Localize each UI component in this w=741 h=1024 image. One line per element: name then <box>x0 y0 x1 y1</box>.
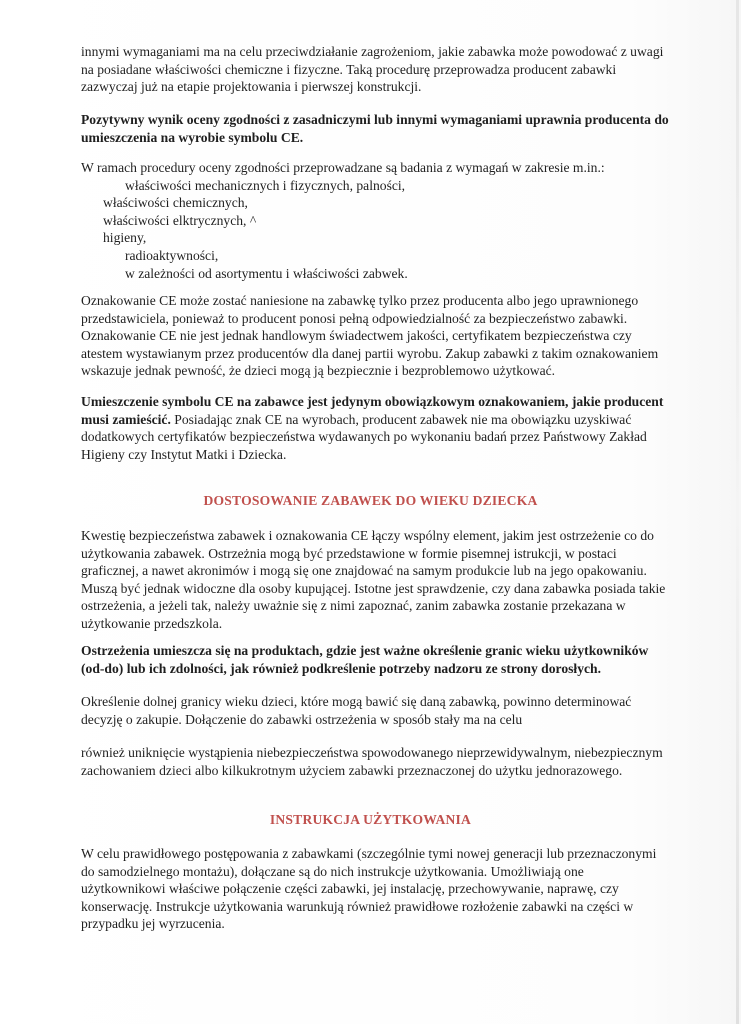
paragraph-danger-avoidance <box>81 744 681 779</box>
text-line: innymi wymaganiami ma na celu przeciwdziałanie zagrożeniom, jakie zabawka może powodować z uwagi <box>81 44 664 59</box>
text-line: zachowaniem dzieci albo kilkukrotnym użyciem zabawki przeznaczonej do użytku jednorazowego. <box>81 762 623 778</box>
list-item: właściwości mechanicznych i fizycznych, palności, <box>125 177 406 193</box>
paragraph-warnings <box>81 527 681 633</box>
text-line: użytkowanie przedszkola. <box>81 615 223 631</box>
paragraph-ce-conformity <box>81 111 681 146</box>
text-line: Umieszczenie symbolu CE na zabawce jest jedynym obowiązkowym oznakowaniem, jakie producent <box>81 394 664 409</box>
text-line: do samodzielnego montażu), dołączane są do nich instrukcje użytkowania. Umożliwiają one <box>81 863 584 879</box>
text-line: Higieny czy Instytut Matki i Dziecka. <box>81 446 287 462</box>
paragraph-ce-obligatory <box>81 393 681 463</box>
text-line: W celu prawidłowego postępowania z zabawkami (szczególnie tymi nowej generacji lub przeznaczonymi <box>81 846 657 861</box>
paragraph-warnings-placement <box>81 642 681 677</box>
text-line: decyzję o zakupie. Dołączenie do zabawki ostrzeżenia w sposób stały ma na celu <box>81 711 523 727</box>
text-line <box>81 411 681 429</box>
section-heading-instructions: INSTRUKCJA UŻYTKOWANIA <box>269 812 472 827</box>
text-line: przedstawiciela, ponieważ to producent ponosi pełną odpowiedzialność za bezpieczeństwo zabawki. <box>81 310 628 326</box>
text-line: również uniknięcie wystąpienia niebezpieczeństwa spowodowanego nieprzewidywalnym, niebezpiecznym <box>81 745 663 760</box>
text-line: wskazuje jednak pewność, że dzieci mogą ją bezpiecznie i bezproblemowo użytkować. <box>81 363 556 379</box>
list-item: właściwości chemicznych, <box>103 195 248 211</box>
text-line: Pozytywny wynik oceny zgodności z zasadniczymi lub innymi wymaganiami uprawnia producenta do <box>81 112 669 127</box>
text-line: użytkowania zabawek. Ostrzeżnia mogą być przedstawione w formie pisemnej istrukcji, w postaci <box>81 545 617 561</box>
text-line: Oznakowanie CE może zostać naniesione na zabawkę tylko przez producenta albo jego uprawnionego <box>81 293 639 308</box>
text-line: zazwyczaj już na etapie projektowania i pierwszej konstrukcji. <box>81 79 422 95</box>
text-line: atestem wystawianym przez producentów dla danej partii wyrobu. Zakup zabawki z takim oznakowaniem <box>81 345 659 361</box>
text-line: Oznakowanie CE nie jest jednak handlowym świadectwem jakości, certyfikatem bezpieczeństwa czy <box>81 328 632 344</box>
text-line: Muszą być jednak widoczne dla osoby kupującej. Istotne jest sprawdzenie, czy dana zabawka posiada takie <box>81 580 666 596</box>
text-line: graficznej, a nawet akronimów i mogą się one znajdować na samym produkcie lub na jego opakowaniu. <box>81 563 647 579</box>
paragraph-ce-marking <box>81 292 681 380</box>
text-line: użytkownikowi właściwe połączenie części zabawki, jej instalację, przechowywanie, naprawę, czy <box>81 881 619 897</box>
text-line: konserwację. Instrukcje użytkowania warunkują również prawidłowe rozłożenie zabawki na części w <box>81 898 634 914</box>
text-line: ostrzeżenia, a jeżeli tak, należy uważnie się z nimi zapoznać, zanim zabawka zostanie przekazana w <box>81 598 626 614</box>
text-line: Ostrzeżenia umieszcza się na produktach, gdzie jest ważne określenie granic wieku użytkowników <box>81 643 649 658</box>
text-line: na posiadane właściwości chemiczne i fizyczne. Taką procedurę przeprowadza producent zabawki <box>81 61 617 77</box>
text-line: przypadku jej wyrzucenia. <box>81 916 225 932</box>
bold-phrase: musi zamieścić. <box>81 411 171 427</box>
list-item: radioaktywności, <box>125 247 219 263</box>
text-line: Kwestię bezpieczeństwa zabawek i oznakowania CE łączy wspólny element, jakim jest ostrzeżenie co do <box>81 528 654 543</box>
text-line: umieszczenia na wyrobie symbolu CE. <box>81 129 304 145</box>
list-item: w zależności od asortymentu i właściwości zabwek. <box>125 265 408 281</box>
list-item: higieny, <box>103 230 147 246</box>
paragraph-test-scope <box>81 159 681 282</box>
list-item: właściwości elktrycznych, ^ <box>103 212 257 228</box>
text-span: Posiadając znak CE na wyrobach, producent zabawek nie ma obowiązku uzyskiwać <box>170 411 632 427</box>
text-line: dodatkowych certyfikatów bezpieczeństwa wydawanych po wykonaniu badań przez Państwowy Zakład <box>81 429 647 445</box>
text-line: (od-do) lub ich zdolności, jak również podkreślenie potrzeby nadzoru ze strony dorosłych. <box>81 660 601 676</box>
paragraph-risk-assessment <box>81 43 681 96</box>
paragraph-age-limit <box>81 693 681 728</box>
paragraph-instructions <box>81 845 681 933</box>
text-line: W ramach procedury oceny zgodności przeprowadzane są badania z wymagań w zakresie m.in.: <box>81 160 605 175</box>
scan-edge-shadow <box>736 0 739 1024</box>
section-heading-age: DOSTOSOWANIE ZABAWEK DO WIEKU DZIECKA <box>203 493 538 508</box>
text-line: Określenie dolnej granicy wieku dzieci, które mogą bawić się daną zabawką, powinno determinować <box>81 694 632 709</box>
